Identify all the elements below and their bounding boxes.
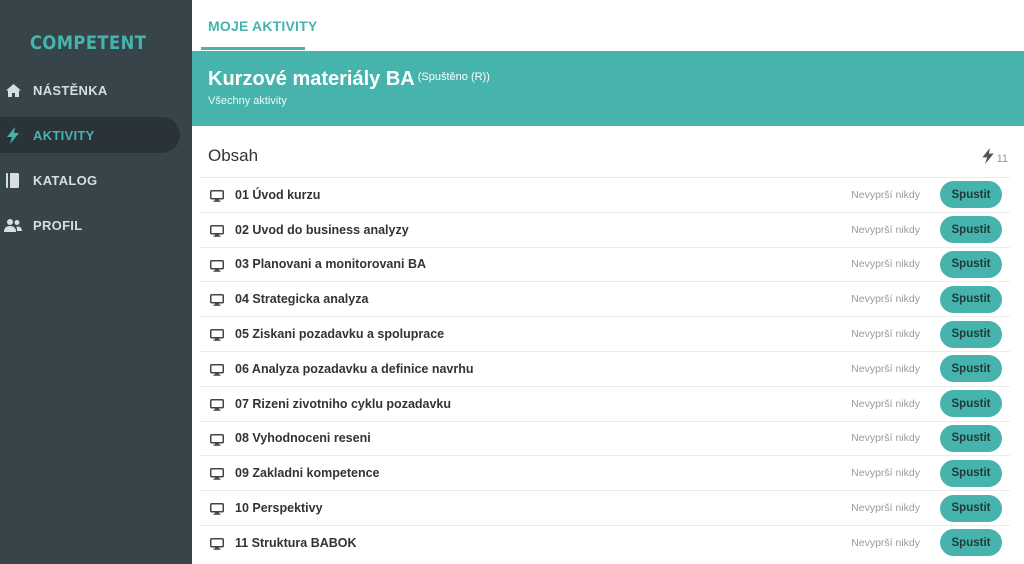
course-subtitle: Všechny aktivity <box>208 95 287 107</box>
top-bar <box>192 0 1024 51</box>
list-item <box>200 525 1010 560</box>
activity-expiry: Nevyprší nikdy <box>851 328 920 341</box>
sidebar-item-katalog[interactable] <box>0 162 180 198</box>
monitor-icon <box>210 537 224 549</box>
content-title: Obsah <box>208 146 259 165</box>
monitor-icon <box>210 224 224 236</box>
tab-underline <box>201 47 305 50</box>
monitor-icon <box>210 433 224 445</box>
activity-list <box>200 177 1010 560</box>
sidebar-item-label: KATALOG <box>33 172 98 188</box>
spustit-button[interactable]: Spustit <box>940 495 1002 522</box>
activity-expiry: Nevyprší nikdy <box>851 432 920 445</box>
activity-title[interactable]: 01 Úvod kurzu <box>235 187 321 202</box>
activity-expiry: Nevyprší nikdy <box>851 502 920 515</box>
bolt-icon <box>4 126 22 144</box>
list-item <box>200 212 1010 247</box>
spustit-button[interactable]: Spustit <box>940 425 1002 452</box>
sidebar-item-label: NÁSTĚNKA <box>33 82 108 98</box>
activity-title[interactable]: 04 Strategicka analyza <box>235 292 369 307</box>
activity-title[interactable]: 11 Struktura BABOK <box>235 535 357 550</box>
list-item <box>200 490 1010 525</box>
home-icon <box>4 81 22 99</box>
users-icon <box>4 216 22 234</box>
activity-title[interactable]: 09 Zakladni kompetence <box>235 466 380 481</box>
activity-count <box>981 148 1008 169</box>
activity-title[interactable]: 03 Planovani a monitorovani BA <box>235 257 427 272</box>
activity-expiry: Nevyprší nikdy <box>851 293 920 306</box>
list-item <box>200 177 1010 212</box>
activity-expiry: Nevyprší nikdy <box>851 362 920 375</box>
activity-title[interactable]: 07 Rizeni zivotniho cyklu pozadavku <box>235 396 452 411</box>
bolt-icon <box>981 148 995 169</box>
monitor-icon <box>210 328 224 340</box>
list-item <box>200 386 1010 421</box>
activity-title[interactable]: 02 Uvod do business analyzy <box>235 222 409 237</box>
course-title-text: Kurzové materiály BA <box>208 68 415 90</box>
spustit-button[interactable]: Spustit <box>940 355 1002 382</box>
spustit-button[interactable]: Spustit <box>940 216 1002 243</box>
sidebar-nav <box>0 72 192 252</box>
activity-count-value: 11 <box>996 152 1008 165</box>
main-area <box>192 0 1024 564</box>
monitor-icon <box>210 363 224 375</box>
sidebar-item-profil[interactable] <box>0 207 180 243</box>
list-item <box>200 351 1010 386</box>
sidebar-item-label: AKTIVITY <box>33 127 95 143</box>
activity-expiry: Nevyprší nikdy <box>851 397 920 410</box>
sidebar <box>0 0 192 564</box>
activity-title[interactable]: 06 Analyza pozadavku a definice navrhu <box>235 361 474 376</box>
spustit-button[interactable]: Spustit <box>940 251 1002 278</box>
activity-expiry: Nevyprší nikdy <box>851 467 920 480</box>
spustit-button[interactable]: Spustit <box>940 529 1002 556</box>
monitor-icon <box>210 189 224 201</box>
monitor-icon <box>210 467 224 479</box>
activity-title[interactable]: 05 Ziskani pozadavku a spoluprace <box>235 327 445 342</box>
sidebar-item-aktivity[interactable] <box>0 117 180 153</box>
spustit-button[interactable]: Spustit <box>940 321 1002 348</box>
activity-expiry: Nevyprší nikdy <box>851 223 920 236</box>
list-item <box>200 316 1010 351</box>
activity-title[interactable]: 10 Perspektivy <box>235 501 323 516</box>
spustit-button[interactable]: Spustit <box>940 390 1002 417</box>
book-icon <box>4 171 22 189</box>
activity-title[interactable]: 08 Vyhodnoceni reseni <box>235 431 371 446</box>
course-banner <box>192 51 1024 126</box>
tab-moje-aktivity[interactable]: MOJE AKTIVITY <box>208 18 318 34</box>
spustit-button[interactable]: Spustit <box>940 286 1002 313</box>
sidebar-item-label: PROFIL <box>33 217 83 233</box>
course-title <box>208 68 490 91</box>
content-header <box>208 146 1008 170</box>
sidebar-item-nastenka[interactable] <box>0 72 180 108</box>
list-item <box>200 421 1010 456</box>
course-status: (Spuštěno (R)) <box>417 71 490 83</box>
activity-expiry: Nevyprší nikdy <box>851 188 920 201</box>
list-item <box>200 247 1010 282</box>
brand-logo[interactable]: COMPETENT <box>30 32 147 54</box>
monitor-icon <box>210 502 224 514</box>
monitor-icon <box>210 398 224 410</box>
activity-expiry: Nevyprší nikdy <box>851 258 920 271</box>
monitor-icon <box>210 259 224 271</box>
activity-expiry: Nevyprší nikdy <box>851 536 920 549</box>
list-item <box>200 281 1010 316</box>
list-item <box>200 455 1010 490</box>
spustit-button[interactable]: Spustit <box>940 181 1002 208</box>
spustit-button[interactable]: Spustit <box>940 460 1002 487</box>
monitor-icon <box>210 293 224 305</box>
